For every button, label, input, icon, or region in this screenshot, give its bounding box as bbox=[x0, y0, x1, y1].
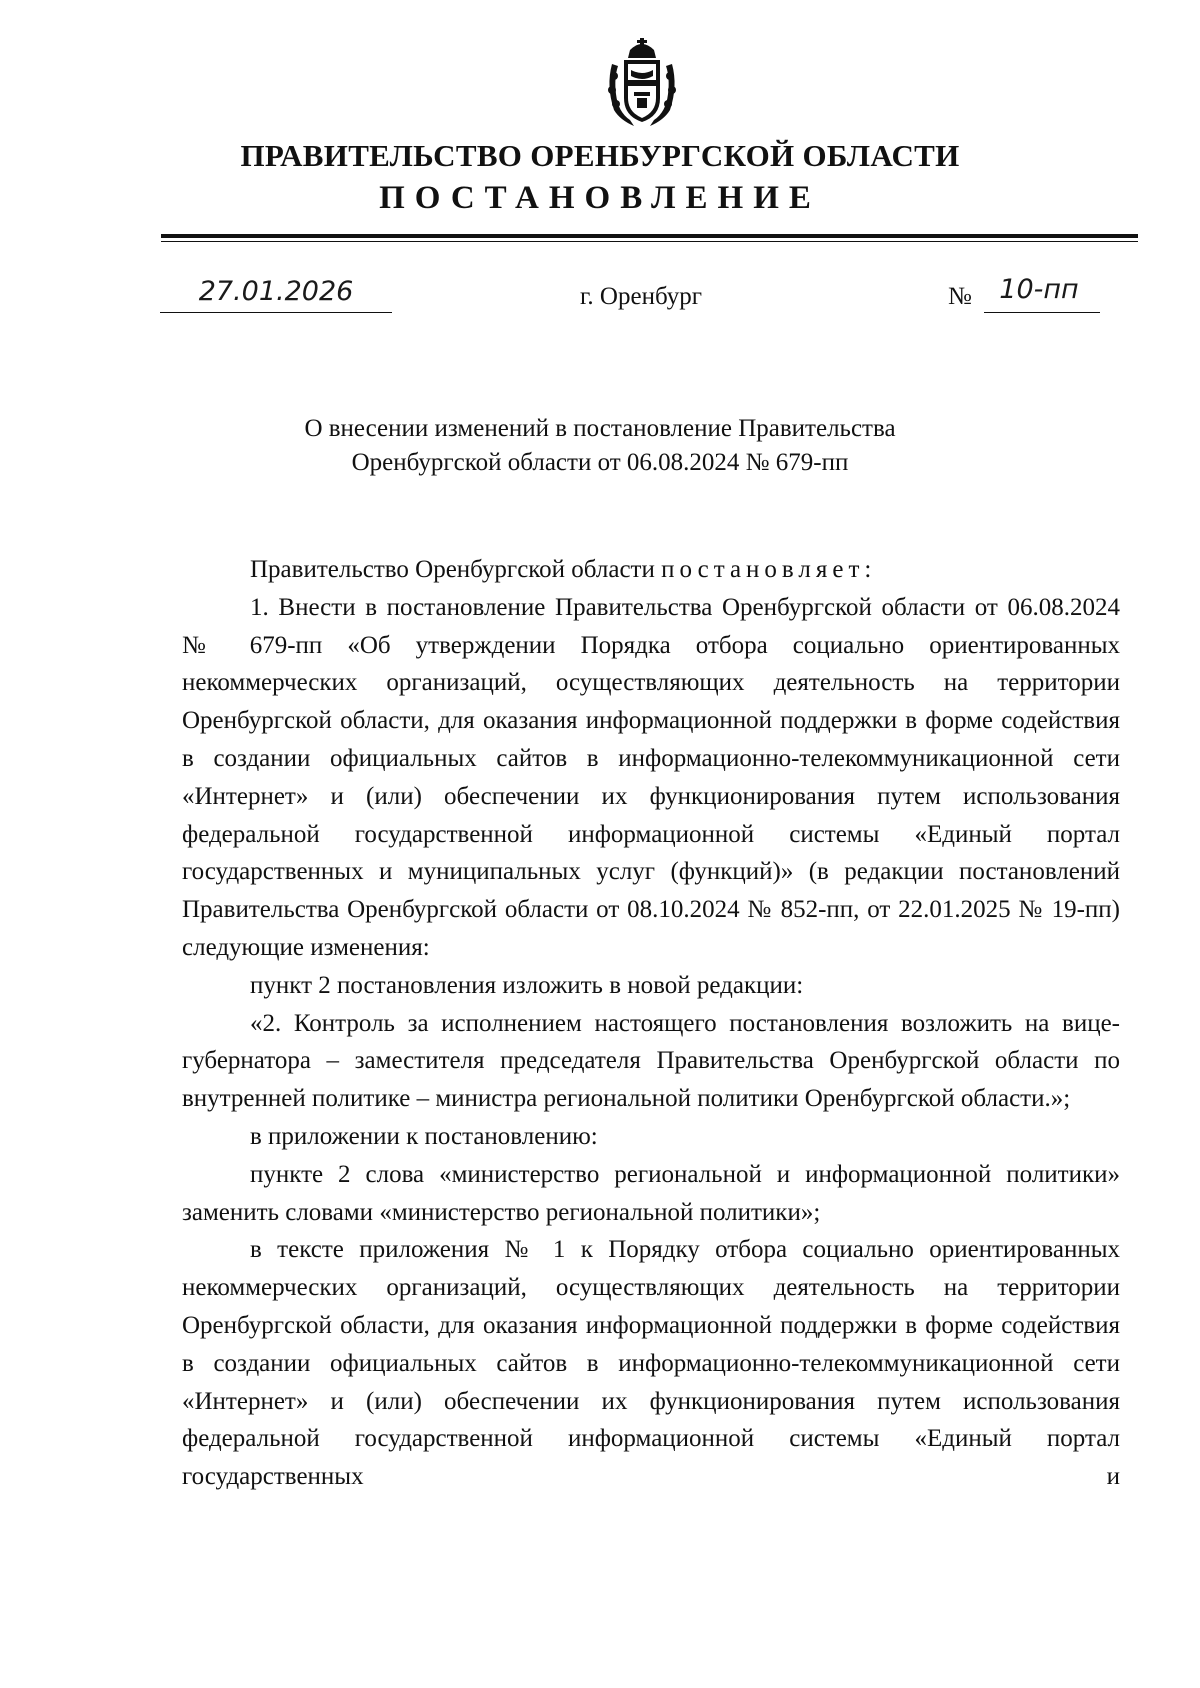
paragraph-1: 1. Внести в постановление Правительства Оренбургской области от 06.08.2024 № 679-пп «Об утверждении Порядка отбора социально ориентированных некоммерческих организаций, осуществляющих деятельность на территории Оренбургской области, для оказания информационной поддержки в форме содействия в создании официальных сайтов в информационно-телекоммуникационной сети «Интернет» и (или) обеспечении их функционирования путем использования федеральной государственной информационной системы «Единый портал государственных и муниципальных услуг (функций)» (в редакции постановлений Правительства Оренбургской области от 08.10.2024 № 852-пп, от 22.01.2025 № 19-пп) следующие изменения: bbox=[182, 593, 1120, 961]
paragraph-6: в тексте приложения № 1 к Порядку отбора социально ориентированных некоммерческих организаций, осуществляющих деятельность на территории Оренбургской области, для оказания информационной поддержки в форме содействия в создании официальных сайтов в информационно-телекоммуникационной сети «Интернет» и (или) обеспечении их функционирования путем использования федеральной государственной информационной системы «Единый портал государственных и bbox=[182, 1236, 1120, 1491]
date-underline bbox=[160, 312, 392, 313]
document-city: г. Оренбург bbox=[580, 283, 702, 310]
subject-line-1: О внесении изменений в постановление Правительства bbox=[304, 415, 896, 442]
document-type-title: ПОСТАНОВЛЕНИЕ bbox=[379, 180, 821, 216]
paragraph-5: пункте 2 слова «министерство региональной и информационной политики» заменить словами «министерство региональной политики»; bbox=[182, 1160, 1120, 1226]
intro-paragraph bbox=[182, 551, 1120, 589]
coat-of-arms-icon bbox=[604, 36, 680, 132]
intro-action: постановляет: bbox=[661, 556, 877, 583]
subject-line-2: Оренбургской области от 06.08.2024 № 679-пп bbox=[351, 449, 849, 476]
document-number: 10-пп bbox=[999, 274, 1079, 305]
header-divider bbox=[161, 234, 1138, 238]
paragraph-3: «2. Контроль за исполнением настоящего постановления возложить на вице-губернатора – заместителя председателя Правительства Оренбургской области по внутренней политике – министра региональной политики Оренбургской области.»; bbox=[182, 1009, 1120, 1113]
paragraph-2: пункт 2 постановления изложить в новой редакции: bbox=[250, 971, 804, 999]
organization-title: ПРАВИТЕЛЬСТВО ОРЕНБУРГСКОЙ ОБЛАСТИ bbox=[240, 138, 960, 173]
paragraph-4: в приложении к постановлению: bbox=[250, 1122, 598, 1150]
document-date: 27.01.2026 bbox=[198, 276, 354, 307]
number-underline bbox=[984, 312, 1100, 313]
intro-lead: Правительство Оренбургской области bbox=[250, 556, 662, 583]
number-label: № bbox=[948, 283, 972, 310]
header-divider-thin bbox=[161, 241, 1138, 242]
document-body bbox=[182, 551, 1120, 1496]
document-subject bbox=[0, 412, 1200, 480]
